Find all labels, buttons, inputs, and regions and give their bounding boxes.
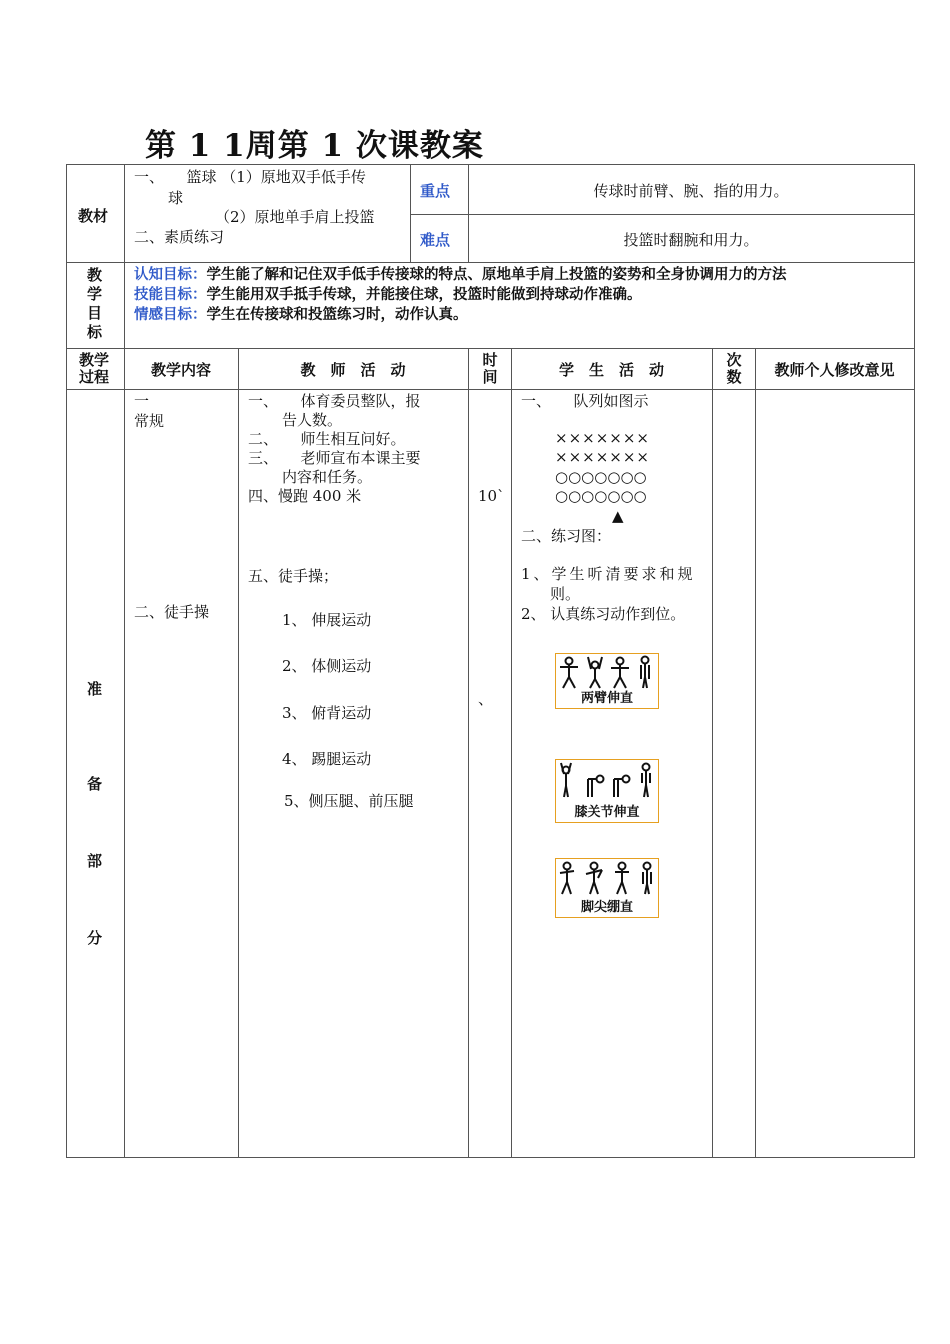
skill-goal: 技能目标：学生能用双手抵手传球，并能接住球，投篮时能做到持球动作准确。	[134, 287, 642, 303]
teacher-item: 4、 踢腿运动	[282, 750, 372, 768]
teacher-item: 3、 俯背运动	[282, 704, 372, 722]
student-item: 则。	[550, 585, 581, 603]
material-line-3: （2）原地单手肩上投篮	[215, 208, 375, 226]
formation-row: ×××××××	[555, 429, 650, 447]
content-item: 常规	[134, 412, 165, 430]
difficulty-label: 难点	[420, 231, 451, 249]
student-item: 2、 认真练习动作到位。	[521, 605, 686, 623]
header-process: 教学过程	[78, 351, 109, 386]
cognitive-goal: 认知目标：学生能了解和记住双手低手传接球的特点、原地单手肩上投篮的姿势和全身协调用力的方法	[134, 267, 787, 283]
teacher-item: 一、 体育委员整队，报	[248, 392, 421, 410]
teacher-position-marker: ▲	[612, 507, 624, 525]
student-item: 1、学生听清要求和规	[521, 565, 696, 583]
difficulty-text: 投篮时翻腕和用力。	[623, 231, 759, 249]
stick-figures-icon	[556, 655, 658, 691]
key-point-label: 重点	[420, 182, 451, 200]
stick-figures-icon	[556, 761, 658, 801]
teacher-item: 5、侧压腿、前压腿	[284, 792, 414, 810]
figure-caption: 膝关节伸直	[574, 805, 640, 820]
teacher-item: 2、 体侧运动	[282, 657, 372, 675]
formation-row: ×××××××	[555, 448, 650, 466]
material-line-1: 一、 篮球 （1）原地双手低手传	[134, 168, 366, 186]
material-label: 教材	[78, 207, 109, 225]
teacher-item: 告人数。	[282, 411, 343, 429]
page-title: 第 1 1周第 1 次课教案	[145, 128, 484, 164]
teacher-item: 内容和任务。	[282, 468, 373, 486]
time-value: 10`	[478, 487, 505, 505]
teacher-item: 三、 老师宣布本课主要	[248, 449, 421, 467]
teacher-item: 二、 师生相互问好。	[248, 430, 406, 448]
figure-caption: 两臂伸直	[580, 691, 633, 706]
header-content: 教学内容	[150, 361, 211, 379]
formation-row: ○○○○○○○	[555, 468, 647, 486]
exercise-figure-knees	[555, 759, 659, 823]
teacher-item: 四、慢跑 400 米	[248, 487, 362, 505]
stick-figures-icon	[556, 860, 658, 898]
teacher-item: 1、 伸展运动	[282, 611, 372, 629]
student-item: 二、练习图：	[521, 527, 612, 545]
header-count: 次数	[726, 351, 742, 386]
formation-row: ○○○○○○○	[555, 487, 647, 505]
key-point-text: 传球时前臂、腕、指的用力。	[593, 182, 789, 200]
teacher-item: 五、徒手操；	[248, 567, 339, 585]
figure-caption: 脚尖绷直	[580, 900, 633, 915]
exercise-figure-toes	[555, 858, 659, 918]
header-teacher: 教 师 活 动	[300, 361, 406, 379]
header-time: 时间	[482, 351, 498, 386]
header-student: 学 生 活 动	[558, 361, 664, 379]
exercise-figure-arms	[555, 653, 659, 709]
header-notes: 教师个人修改意见	[774, 361, 895, 379]
student-item: 一、 队列如图示	[521, 392, 649, 410]
material-line-4: 二、素质练习	[134, 228, 225, 246]
content-item: 一	[134, 392, 150, 410]
time-mark: 、	[478, 690, 494, 708]
material-line-2: 球	[168, 189, 184, 207]
emotion-goal: 情感目标：学生在传接球和投篮练习时，动作认真。	[134, 307, 468, 323]
content-item: 二、徒手操	[134, 603, 210, 621]
